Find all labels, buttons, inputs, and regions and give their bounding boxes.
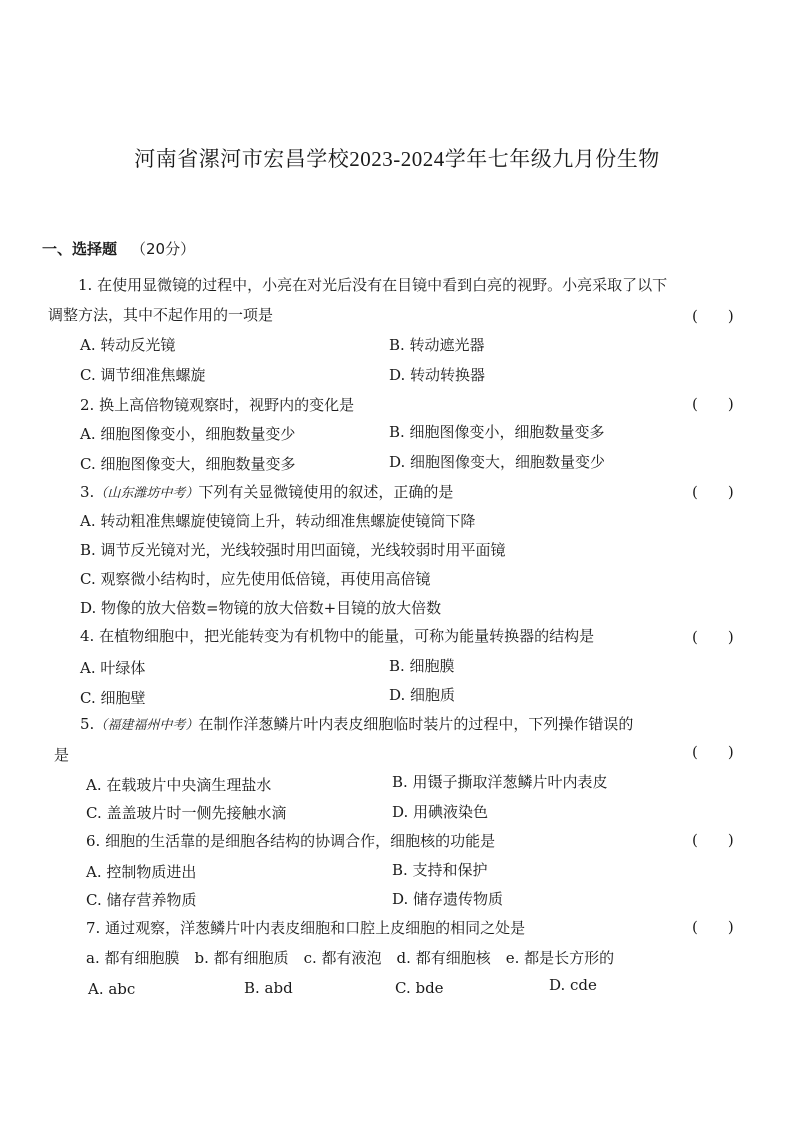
q1-answer-bracket[interactable]: ( ) xyxy=(692,307,734,325)
q4-answer-bracket[interactable]: ( ) xyxy=(692,628,734,646)
q5-option-b: B. 用镊子撕取洋葱鳞片叶内表皮 xyxy=(392,773,608,791)
q7-option-b: B. abd xyxy=(244,979,293,997)
q6-option-d: D. 储存遗传物质 xyxy=(392,890,504,908)
q3-source: （山东潍坊中考） xyxy=(94,486,199,501)
q7-answer-bracket[interactable]: ( ) xyxy=(692,918,734,936)
q6-answer-bracket[interactable]: ( ) xyxy=(692,831,734,849)
q6-stem: 6. 细胞的生活靠的是细胞各结构的协调合作，细胞核的功能是 xyxy=(86,832,496,850)
q1-stem-line2: 调整方法，其中不起作用的一项是 xyxy=(48,306,274,324)
q7-stem: 7. 通过观察，洋葱鳞片叶内表皮细胞和口腔上皮细胞的相同之处是 xyxy=(86,919,526,937)
q2-stem: 2. 换上高倍物镜观察时，视野内的变化是 xyxy=(80,396,355,414)
q1-stem-line1: 1. 在使用显微镜的过程中，小亮在对光后没有在目镜中看到白亮的视野。小亮采取了以下 xyxy=(78,276,668,294)
q6-option-c: C. 储存营养物质 xyxy=(86,891,197,909)
q1-option-b: B. 转动遮光器 xyxy=(389,336,485,354)
q5-stem-line1 xyxy=(80,714,633,736)
q2-option-a: A. 细胞图像变小，细胞数量变少 xyxy=(80,425,296,443)
q2-answer-bracket[interactable]: ( ) xyxy=(692,395,734,413)
q7-option-c: C. bde xyxy=(395,979,444,997)
q3-stem-line xyxy=(80,482,453,504)
q2-option-d: D. 细胞图像变大，细胞数量变少 xyxy=(389,453,606,471)
q4-option-c: C. 细胞壁 xyxy=(80,689,146,707)
q3-option-b: B. 调节反光镜对光，光线较强时用凹面镜，光线较弱时用平面镜 xyxy=(80,541,506,559)
section-heading xyxy=(42,238,195,259)
q4-option-b: B. 细胞膜 xyxy=(389,657,455,675)
q3-stem: 下列有关显微镜使用的叙述，正确的是 xyxy=(198,483,454,501)
q5-source: （福建福州中考） xyxy=(94,718,199,733)
q2-option-b: B. 细胞图像变小，细胞数量变多 xyxy=(389,423,605,441)
q1-option-a: A. 转动反光镜 xyxy=(80,336,176,354)
q5-stem-line2: 是 xyxy=(54,746,70,764)
q7-statements: a. 都有细胞膜 b. 都有细胞质 c. 都有液泡 d. 都有细胞核 e. 都是长方形的 xyxy=(86,949,615,967)
q4-stem: 4. 在植物细胞中，把光能转变为有机物中的能量，可称为能量转换器的结构是 xyxy=(80,627,595,645)
q6-option-b: B. 支持和保护 xyxy=(392,861,488,879)
q3-option-d: D. 物像的放大倍数=物镜的放大倍数+目镜的放大倍数 xyxy=(80,599,442,617)
q5-number: 5. xyxy=(80,715,95,733)
q3-option-a: A. 转动粗准焦螺旋使镜筒上升，转动细准焦螺旋使镜筒下降 xyxy=(80,512,476,530)
q4-option-a: A. 叶绿体 xyxy=(80,659,146,677)
q3-number: 3. xyxy=(80,483,95,501)
q1-option-c: C. 调节细准焦螺旋 xyxy=(80,366,206,384)
q4-option-d: D. 细胞质 xyxy=(389,686,456,704)
section-score: （20分） xyxy=(131,240,196,258)
q5-option-c: C. 盖盖玻片时一侧先接触水滴 xyxy=(86,804,287,822)
q2-option-c: C. 细胞图像变大，细胞数量变多 xyxy=(80,455,296,473)
q5-stem: 在制作洋葱鳞片叶内表皮细胞临时装片的过程中，下列操作错误的 xyxy=(198,715,634,733)
q5-option-a: A. 在载玻片中央滴生理盐水 xyxy=(86,776,272,794)
page-title: 河南省漯河市宏昌学校2023-2024学年七年级九月份生物 xyxy=(134,147,660,171)
section-label: 一、选择题 xyxy=(42,240,118,258)
q7-option-a: A. abc xyxy=(88,980,136,998)
q1-option-d: D. 转动转换器 xyxy=(389,366,486,384)
q3-option-c: C. 观察微小结构时，应先使用低倍镜，再使用高倍镜 xyxy=(80,570,431,588)
q5-answer-bracket[interactable]: ( ) xyxy=(692,743,734,761)
q3-answer-bracket[interactable]: ( ) xyxy=(692,483,734,501)
q6-option-a: A. 控制物质进出 xyxy=(86,863,197,881)
q5-option-d: D. 用碘液染色 xyxy=(392,803,489,821)
q7-option-d: D. cde xyxy=(549,976,597,994)
